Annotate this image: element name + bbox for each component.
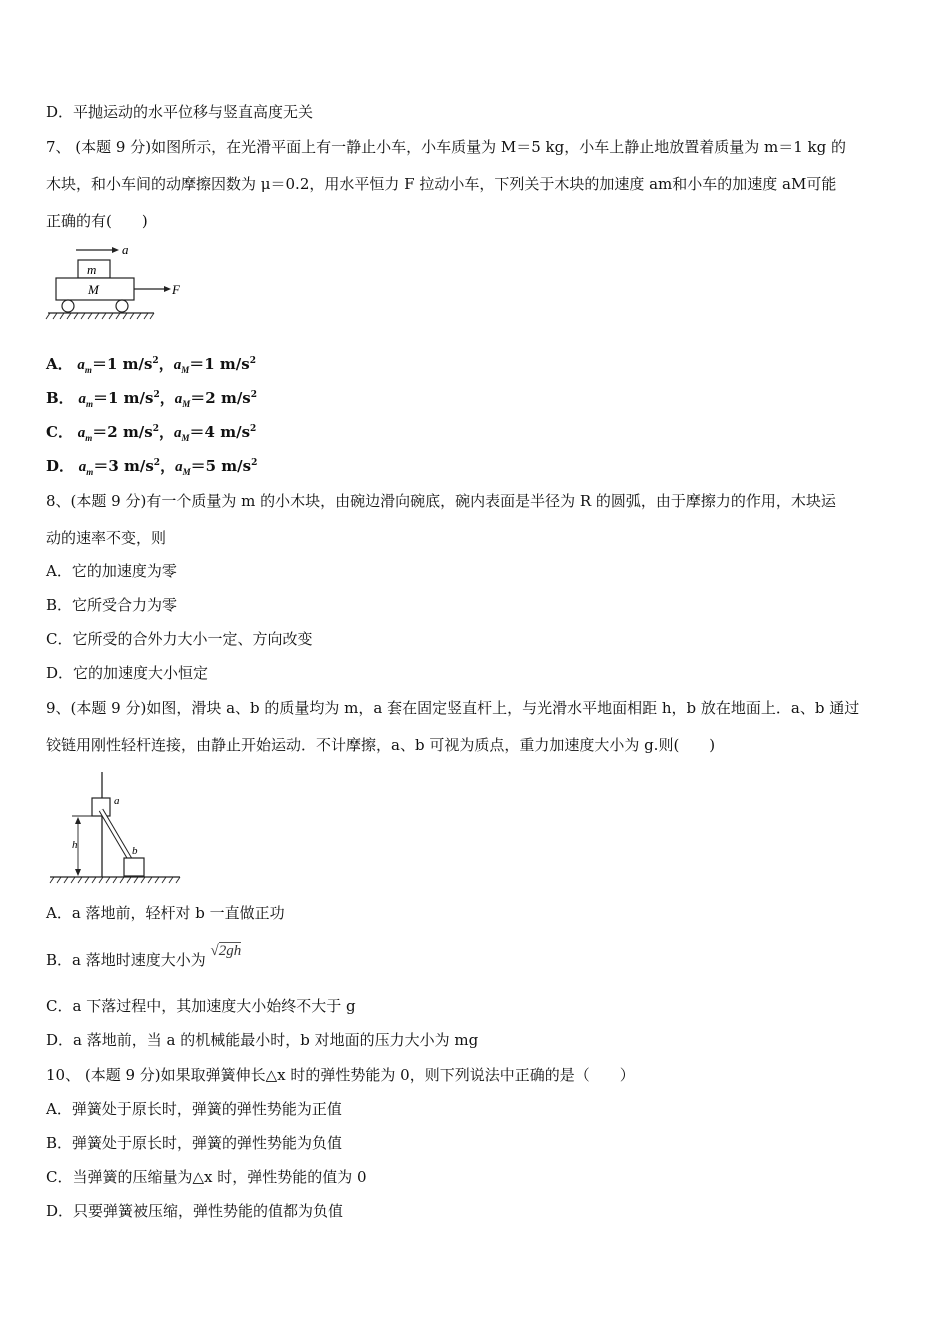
q9-stem-line2: 铰链用刚性轻杆连接，由静止开始运动．不计摩擦，a、b 可视为质点，重力加速度大小为 g.则( ) <box>46 736 716 754</box>
q9-option-b-expr: 2gh <box>218 943 242 959</box>
q7-cart-figure <box>44 240 194 325</box>
q10-option-a: A．弹簧处于原长时，弹簧的弹性势能为正值 <box>46 1100 342 1118</box>
q7-option-a: A． $a_m=1$ $m/s^2$，$a_M=1$ $m/s^2$ <box>46 355 256 375</box>
q9-option-b-text: B．a 落地时速度大小为 <box>46 951 206 969</box>
q7-option-b-unit2: m/s <box>220 389 251 407</box>
q7-option-a-unit2-exp: 2 <box>249 356 256 366</box>
q6-option-d: D．平抛运动的水平位移与竖直高度无关 <box>46 103 314 121</box>
q7-option-d-letter: D． <box>46 457 75 475</box>
q9-option-d: D．a 落地前，当 a 的机械能最小时，b 对地面的压力大小为 mg <box>46 1031 479 1049</box>
q7-option-c-unit2-exp: 2 <box>250 424 257 434</box>
q7-figure-label-F: F <box>172 282 180 297</box>
q7-option-a-letter: A． <box>46 355 73 373</box>
q8-option-a: A．它的加速度为零 <box>46 562 177 580</box>
q8-option-d: D．它的加速度大小恒定 <box>46 664 209 682</box>
q7-option-a-unit1: m/s <box>122 355 153 373</box>
q7-option-b-am: 1 <box>108 389 119 407</box>
q7-option-a-unit2: m/s <box>219 355 250 373</box>
q9-figure-label-a: a <box>114 795 120 807</box>
q8-stem-line2: 动的速率不变，则 <box>46 529 167 547</box>
q7-option-c-letter: C． <box>46 423 73 441</box>
q7-option-b-unit2-exp: 2 <box>250 390 258 400</box>
q7-figure-label-a: a <box>122 242 129 257</box>
q7-stem-line1: 7、 (本题 9 分)如图所示，在光滑平面上有一静止小车，小车质量为 M＝5 kg，小车上静止地放置着质量为 m＝1 kg 的 <box>46 138 846 156</box>
q7-option-b-aM: 2 <box>205 389 216 407</box>
q7-option-c-unit1-exp: 2 <box>152 424 159 434</box>
q7-option-d-am: 3 <box>108 457 119 475</box>
q8-option-b: B．它所受合力为零 <box>46 596 178 614</box>
q7-option-b: B． $a_m=1$ $m/s^2$，$a_M=2$ $m/s^2$ <box>46 389 258 409</box>
q7-option-c-unit1: m/s <box>122 423 153 441</box>
q8-option-c: C．它所受的合外力大小一定、方向改变 <box>46 630 313 648</box>
q10-option-d: D．只要弹簧被压缩，弹性势能的值都为负值 <box>46 1202 344 1220</box>
q7-option-c-am: 2 <box>107 423 118 441</box>
q7-option-d-unit2: m/s <box>221 457 252 475</box>
q7-option-c-unit2: m/s <box>220 423 251 441</box>
q7-option-b-unit1-exp: 2 <box>153 390 160 400</box>
q7-option-d-aM: 5 <box>205 457 217 475</box>
q7-option-d-unit2-exp: 2 <box>251 458 258 468</box>
q9-option-a: A．a 落地前，轻杆对 b 一直做正功 <box>46 904 285 922</box>
q7-figure-label-m: m <box>87 262 97 277</box>
q9-figure-label-h: h <box>72 839 78 851</box>
q7-option-b-unit1: m/s <box>123 389 154 407</box>
q9-figure-label-b: b <box>132 845 138 857</box>
q7-option-a-am: 1 <box>106 355 118 373</box>
q7-option-d-unit1: m/s <box>124 457 154 475</box>
q7-option-d: D． $a_m=3$ $m/s^2$，$a_M=5$ $m/s^2$ <box>46 457 258 477</box>
q10-stem: 10、 (本题 9 分)如果取弹簧伸长△x 时的弹性势能为 0，则下列说法中正确的是（ ） <box>46 1066 635 1084</box>
q7-option-c: C． $a_m=2$ $m/s^2$，$a_M=4$ $m/s^2$ <box>46 423 257 443</box>
q7-stem-line2: 木块，和小车间的动摩擦因数为 μ＝0.2，用水平恒力 F 拉动小车，下列关于木块的加速度 am和小车的加速度 aM可能 <box>46 175 837 193</box>
q10-option-c: C．当弹簧的压缩量为△x 时，弹性势能的值为 0 <box>46 1168 367 1186</box>
q10-option-b: B．弹簧处于原长时，弹簧的弹性势能为负值 <box>46 1134 343 1152</box>
q7-option-c-aM: 4 <box>204 423 215 441</box>
q9-option-b-sqrt: √2gh <box>210 943 242 959</box>
q9-option-b <box>46 943 906 971</box>
q7-option-d-unit1-exp: 2 <box>153 458 161 468</box>
q7-option-a-aM: 1 <box>204 355 215 373</box>
q9-stem-line1: 9、(本题 9 分)如图，滑块 a、b 的质量均为 m，a 套在固定竖直杆上，与光滑水平地面相距 h，b 放在地面上．a、b 通过 <box>46 699 860 717</box>
q7-option-b-letter: B． <box>46 389 74 407</box>
q7-stem-line3: 正确的有( ) <box>46 212 148 230</box>
q7-option-a-unit1-exp: 2 <box>152 356 159 366</box>
q9-option-c: C．a 下落过程中，其加速度大小始终不大于 g <box>46 997 356 1015</box>
q9-slider-figure <box>46 770 186 885</box>
q8-stem-line1: 8、(本题 9 分)有一个质量为 m 的小木块，由碗边滑向碗底，碗内表面是半径为 R 的圆弧，由于摩擦力的作用，木块运 <box>46 492 836 510</box>
q7-figure-label-M: M <box>88 282 99 297</box>
